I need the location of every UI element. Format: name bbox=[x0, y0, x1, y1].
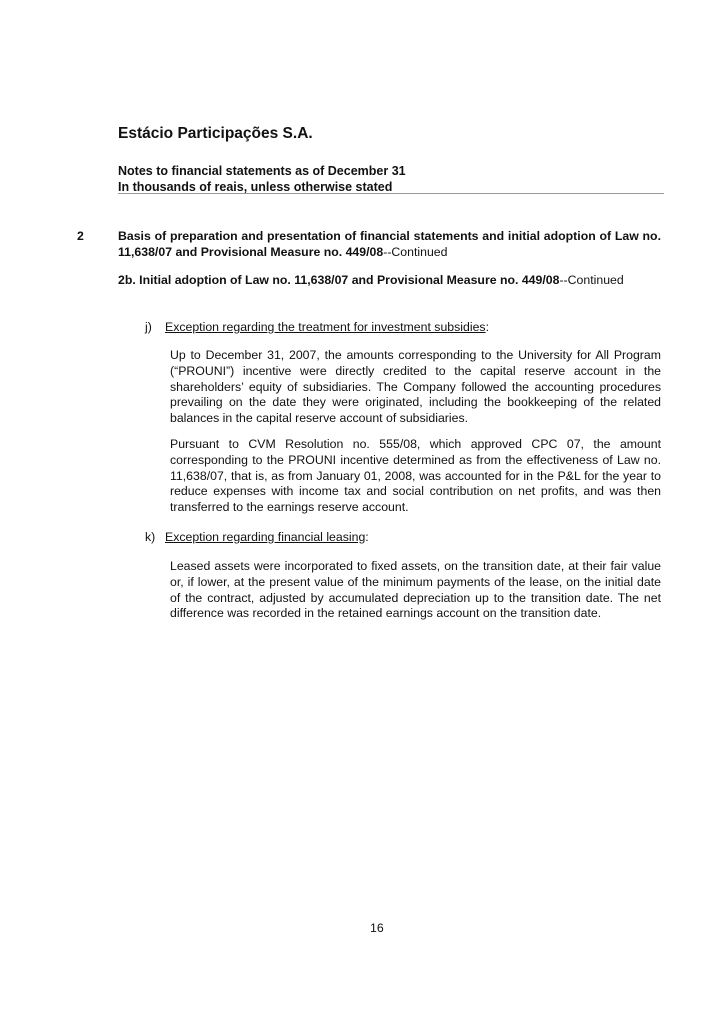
item-heading bbox=[165, 530, 369, 546]
paragraph: Up to December 31, 2007, the amounts corresponding to the University for All Program (“PROUNI”) incentive were directly credited to the capital reserve account in the shareholders’ equity of subsidiaries. The Company followed the accounting procedures prevailing on the date they were originated, including the bookkeeping of the related balances in the capital reserve account of subsidiaries. bbox=[170, 348, 661, 426]
item-marker: j) bbox=[145, 320, 152, 334]
statement-title: Notes to financial statements as of December 31 bbox=[118, 164, 406, 178]
header-divider bbox=[118, 193, 664, 194]
section-continued: --Continued bbox=[383, 244, 448, 259]
section-title-text: Basis of preparation and presentation of financial statements and initial adoption of Law no. 11,638/07 and Provisional Measure no. 449/08 bbox=[118, 229, 661, 259]
item-heading-colon: : bbox=[365, 530, 369, 544]
paragraph: Leased assets were incorporated to fixed assets, on the transition date, at their fair value or, if lower, at the present value of the minimum payments of the lease, on the initial date of the contract, adjusted by accumulated depreciation up to the transition date. The net difference was recorded in the retained earnings account on the transition date. bbox=[170, 559, 661, 621]
subsection-title bbox=[118, 273, 624, 289]
item-heading-text: Exception regarding financial leasing bbox=[165, 530, 366, 544]
page-number: 16 bbox=[370, 921, 384, 935]
currency-note: In thousands of reais, unless otherwise stated bbox=[118, 180, 393, 194]
section-number: 2 bbox=[77, 229, 84, 243]
item-marker: k) bbox=[145, 530, 156, 544]
item-heading-text: Exception regarding the treatment for investment subsidies bbox=[165, 320, 486, 334]
company-name: Estácio Participações S.A. bbox=[118, 125, 313, 142]
subsection-continued: --Continued bbox=[559, 273, 624, 287]
item-heading bbox=[165, 320, 489, 336]
section-title bbox=[118, 229, 661, 261]
paragraph: Pursuant to CVM Resolution no. 555/08, which approved CPC 07, the amount corresponding to the PROUNI incentive determined as from the effectiveness of Law no. 11,638/07, that is, as from January 01, 2008, was accounted for in the P&L for the year to reduce expenses with income tax and social contribution on net profits, and was then transferred to the earnings reserve account. bbox=[170, 437, 661, 515]
subsection-title-text: 2b. Initial adoption of Law no. 11,638/07 and Provisional Measure no. 449/08 bbox=[118, 273, 560, 287]
item-heading-colon: : bbox=[485, 320, 489, 334]
